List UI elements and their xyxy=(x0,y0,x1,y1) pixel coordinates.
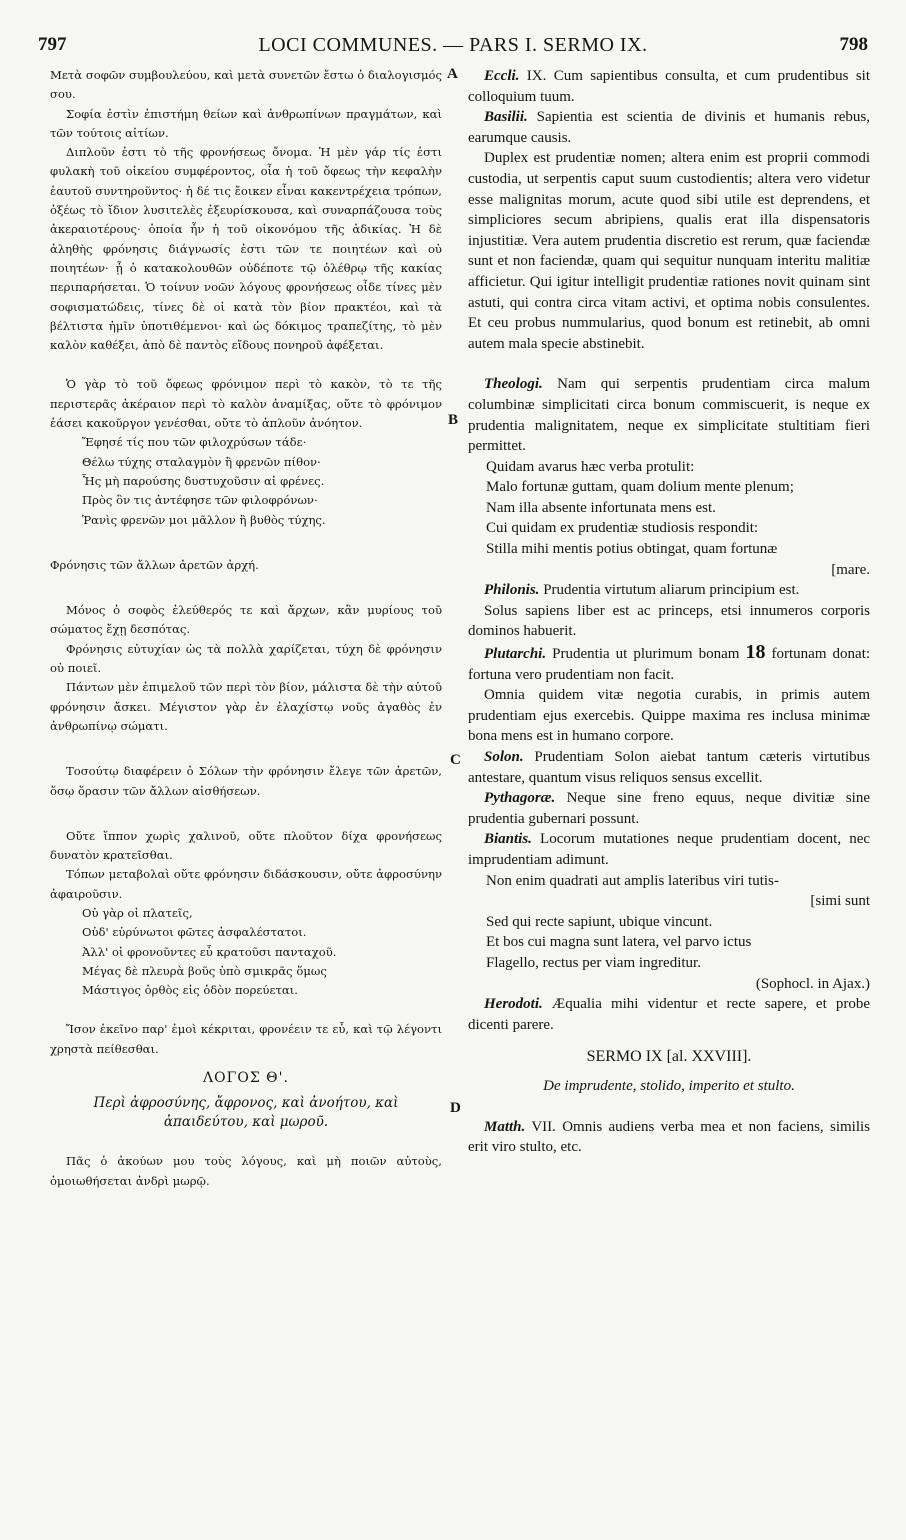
verse-line: Πρὸς ὃν τις ἀντέφησε τῶν φιλοφρόνων· xyxy=(82,493,318,508)
greek-paragraph: Διπλοῦν ἐστι τὸ τῆς φρονήσεως ὄνομα. Ἡ μὲν γάρ τίς ἐστι φυλακὴ τοῦ οἰκείου συμφέροντος, οἷα ἡ τοῦ ὄφεως τὴν κεφαλὴν ἑαυτοῦ συντηροῦντος· ἡ δέ τις ἔοικεν εἶναι κακεντρέχεια τρόπων, ὀξέως τὸ ἴδιον λυσιτελὲς ἐξευρίσκουσα, καὶ συναρπάζουσα τοὺς ἀκεραιοτέρους· ὁποία ἦν ἡ τοῦ οἰκονόμου τῆς ἀδικίας. Ἡ δὲ ἀληθὴς φρόνησις διάγνωσίς ἐστι τῶν τε ποιητέων καὶ οὐ ποιητέων· ᾗ ὁ κατακολουθῶν οὐδέποτε τῷ ὀλέθρῳ τῆς κακίας περιπαρήσεται. Ὁ τοίνυν νοῶν λόγους φρονήσεως οἶδε τίνες μὲν σοφισματώδεις, τίνες δὲ οἱ κατὰ τὸν βίον πρακτέοι, καὶ τὰ βέλτιστα ἡμῖν ὑποτιθέμενοι· καὶ ὡς δόκιμος τραπεζίτης, τὸ μὲν καλὸν καθέξει, ἀπὸ δὲ παντὸς εἴδους πονηροῦ ἀφέξεται. xyxy=(50,145,442,353)
greek-paragraph: Τοσούτῳ διαφέρειν ὁ Σόλων τὴν φρόνησιν ἔλεγε τῶν ἀρετῶν, ὅσῳ ὅρασιν τῶν ἄλλων αἰσθήσεων. xyxy=(50,764,442,798)
greek-paragraph: Πᾶς ὁ ἀκούων μου τοὺς λόγους, καὶ μὴ ποιῶν αὐτοὺς, ὁμοιωθήσεται ἀνδρὶ μωρῷ. xyxy=(50,1154,442,1188)
latin-sermon-subtitle: De imprudente, stolido, imperito et stulto. xyxy=(543,1077,795,1094)
latin-paragraph xyxy=(468,829,870,870)
verse-line: Nam illa absente infortunata mens est. xyxy=(486,499,716,516)
verse-line: Μάστιγος ὀρθὸς εἰς ὁδὸν πορεύεται. xyxy=(82,983,298,998)
margin-marker-d: D xyxy=(450,1100,461,1116)
latin-paragraph: Solus sapiens liber est ac princeps, etsi innumeros corporis dominos habuerit. xyxy=(468,602,870,640)
verse-line: Ἔφησέ τίς που τῶν φιλοχρύσων τάδε· xyxy=(82,435,307,450)
latin-paragraph xyxy=(468,107,870,148)
latin-verse xyxy=(468,871,870,995)
greek-paragraph: Σοφία ἐστὶν ἐπιστήμη θείων καὶ ἀνθρωπίνων πραγμάτων, καὶ τῶν τούτοις αἰτίων. xyxy=(50,106,442,140)
running-title: LOCI COMMUNES. — PARS I. SERMO IX. xyxy=(258,34,648,56)
greek-verse xyxy=(50,433,442,529)
source-label: Solon. xyxy=(484,749,524,765)
verse-line: Stilla mihi mentis potius obtingat, quam fortunæ xyxy=(486,541,778,558)
greek-paragraph: Ἴσον ἐκεῖνο παρ' ἐμοὶ κέκριται, φρονέειν τε εὖ, καὶ τῷ λέγοντι χρηστὰ πείθεσθαι. xyxy=(50,1022,442,1056)
greek-sermon-heading: ΛΟΓΟΣ Θ'. xyxy=(203,1070,289,1087)
latin-paragraph xyxy=(468,747,870,788)
source-label: Philonis. xyxy=(484,582,540,599)
latin-text: Nam qui serpentis prudentiam circa malum columbinæ simplicitati circa bonum commiscuerit, is neque ex prudentia malignitatem, neque ex simplicitate stultitiam fieri permittet. xyxy=(468,376,870,455)
latin-text: Locorum mutationes neque prudentiam docent, nec imprudentiam adimunt. xyxy=(468,831,871,868)
latin-text: Prudentiam Solon aiebat tantum cæteris virtutibus antestare, quantum visus reliquos sensus excellit. xyxy=(468,749,871,786)
verse-line: Cui quidam ex prudentiæ studiosis respondit: xyxy=(486,520,759,537)
page-number-right: 798 xyxy=(839,34,868,55)
verse-line: Ἀλλ' οἱ φρονοῦντες εὖ κρατοῦσι πανταχοῦ. xyxy=(82,944,337,959)
margin-marker-b: B xyxy=(448,412,459,428)
latin-column xyxy=(468,66,870,1158)
verse-line: Malo fortunæ guttam, quam dolium mente plenum; xyxy=(486,479,794,496)
greek-paragraph: Πάντων μὲν ἐπιμελοῦ τῶν περὶ τὸν βίον, μάλιστα δὲ τὴν αὐτοῦ φρόνησιν ἄσκει. Μέγιστον γὰρ ἐν ἐλαχίστῳ νοῦς ἀγαθὸς ἐν ἀνθρωπίνῳ σώματι. xyxy=(50,680,442,733)
source-label: Theologi. xyxy=(484,376,543,393)
latin-text: Æqualia mihi videntur et recte sapere, et probe dicenti parere. xyxy=(468,996,871,1033)
latin-verse xyxy=(468,457,870,581)
source-label: Pythagoræ. xyxy=(484,790,556,807)
latin-text: Neque sine freno equus, neque divitiæ sine prudentia gubernari possunt. xyxy=(468,790,870,827)
verse-line-end: [simi sunt xyxy=(810,893,870,910)
latin-paragraph xyxy=(468,642,870,685)
latin-paragraph xyxy=(468,580,870,601)
verse-line: Μέγας δὲ πλευρὰ βοῦς ὑπὸ σμικρᾶς ὅμως xyxy=(82,963,327,978)
source-label: Herodoti. xyxy=(484,996,543,1013)
verse-line: Flagello, rectus per viam ingreditur. xyxy=(486,954,701,971)
margin-marker-a: A xyxy=(447,66,458,82)
source-label: Basilii. xyxy=(484,109,528,126)
greek-paragraph: Φρόνησις εὐτυχίαν ὡς τὰ πολλὰ χαρίζεται, τύχη δὲ φρόνησιν οὐ ποιεῖ. xyxy=(50,641,442,676)
page-header xyxy=(34,34,872,64)
latin-paragraph xyxy=(468,994,870,1035)
verse-line: Οὐδ' εὐρύνωτοι φῶτες ἀσφαλέστατοι. xyxy=(82,925,307,940)
greek-column xyxy=(50,66,442,1191)
latin-text: VII. Omnis audiens verba mea et non faciens, similis erit viro stulto, etc. xyxy=(468,1118,870,1156)
latin-paragraph xyxy=(468,66,870,107)
verse-line: Ῥανὶς φρενῶν μοι μᾶλλον ἢ βυθὸς τύχης. xyxy=(82,512,326,527)
verse-line: Θέλω τύχης σταλαγμὸν ἢ φρενῶν πίθον· xyxy=(82,454,321,469)
verse-line: Quidam avarus hæc verba protulit: xyxy=(486,458,695,475)
greek-paragraph: Οὔτε ἵππον χωρὶς χαλινοῦ, οὔτε πλοῦτον δίχα φρονήσεως δυνατὸν κρατεῖσθαι. xyxy=(50,828,442,863)
source-label: Matth. xyxy=(484,1118,526,1135)
latin-paragraph xyxy=(468,788,870,829)
verse-line: Sed qui recte sapiunt, ubique vincunt. xyxy=(486,913,713,930)
verse-line: Et bos cui magna sunt latera, vel parvo ictus xyxy=(486,934,752,951)
source-label: Biantis. xyxy=(484,831,532,848)
greek-paragraph: Φρόνησις τῶν ἄλλων ἀρετῶν ἀρχή. xyxy=(50,557,259,572)
latin-text: IX. Cum sapientibus consulta, et cum prudentibus sit colloquium tuum. xyxy=(468,68,870,105)
source-label: Plutarchi. xyxy=(484,646,547,663)
attribution: (Sophocl. in Ajax.) xyxy=(755,975,870,992)
greek-paragraph: Μετὰ σοφῶν συμβουλεύου, καὶ μετὰ συνετῶν ἔστω ὁ διαλογισμός σου. xyxy=(50,68,442,102)
latin-text: Sapientia est scientia de divinis et humanis rebus, earumque causis. xyxy=(468,109,871,146)
latin-paragraph: Duplex est prudentiæ nomen; altera enim est proprii commodi custodia, ut serpentis caput suum custodientis; altera vero videtur esse malignitas morum, acute quod sibi utile est deprendens, et simpliciores secum abripiens, qualis erat illa dispensatoris injustitiæ. Vera autem prudentia discretio est rerum, quæ faciendæ sunt et non faciendæ, quam qui sequitur nunquam interitu malitiæ afficietur. Qui igitur intelligit prudentiæ rationes novit quinam sint astuti, qui contra circa vitam activi, et optima nobis consulentes. Et ceu probus nummularius, quod bonum est retinebit, ab omni autem mala specie abstinebit. xyxy=(468,150,870,352)
greek-paragraph: Ὁ γὰρ τὸ τοῦ ὄφεως φρόνιμον περὶ τὸ κακὸν, τὸ τε τῆς περιστερᾶς ἀκέραιον περὶ τὸ καλὸν ἀναμίξας, οὔτε τὸ φρόνιμον ἐάσει κακοῦργον γενέσθαι, οὔτε τὸ ἁπλοῦν ἀνόητον. xyxy=(50,377,442,431)
greek-sermon-subtitle: Περὶ ἀφροσύνης, ἄφρονος, καὶ ἀνοήτου, καὶ ἀπαιδεύτου, καὶ μωροῦ. xyxy=(93,1095,399,1131)
greek-verse xyxy=(50,904,442,1000)
latin-paragraph: Omnia quidem vitæ negotia curabis, in primis autem prudentiam ejus exercebis. Quippe maxima res inclusa minimæ bona mens est in humano corpore. xyxy=(468,687,870,745)
margin-marker-c: C xyxy=(450,752,461,768)
greek-paragraph: Μόνος ὁ σοφὸς ἐλεύθερός τε καὶ ἄρχων, κἂν μυρίους τοῦ σώματος ἔχῃ δεσπότας. xyxy=(50,603,442,637)
latin-text: Prudentia virtutum aliarum principium est. xyxy=(543,582,800,599)
verse-line-end: [mare. xyxy=(831,561,870,578)
latin-sermon-heading: SERMO IX [al. XXVIII]. xyxy=(586,1048,752,1066)
verse-line: Non enim quadrati aut amplis lateribus viri tutis- xyxy=(486,872,779,889)
latin-paragraph xyxy=(468,374,870,456)
verse-line: Ἧς μὴ παρούσης δυστυχοῦσιν αἱ φρένες. xyxy=(82,473,325,488)
page-number-left: 797 xyxy=(38,34,67,55)
latin-text: fortunam donat: fortuna vero prudentiam non facit. xyxy=(468,646,871,683)
latin-text: Prudentia ut plurimum bonam xyxy=(552,646,740,663)
greek-paragraph: Τόπων μεταβολαὶ οὔτε φρόνησιν διδάσκουσιν, οὔτε ἀφροσύνην ἀφαιροῦσιν. xyxy=(50,867,442,901)
latin-paragraph xyxy=(468,1117,870,1158)
verse-line: Οὐ γὰρ οἱ πλατεῖς, xyxy=(82,905,193,920)
source-label: Eccli. xyxy=(484,68,520,84)
column-number: 18 xyxy=(745,641,766,664)
